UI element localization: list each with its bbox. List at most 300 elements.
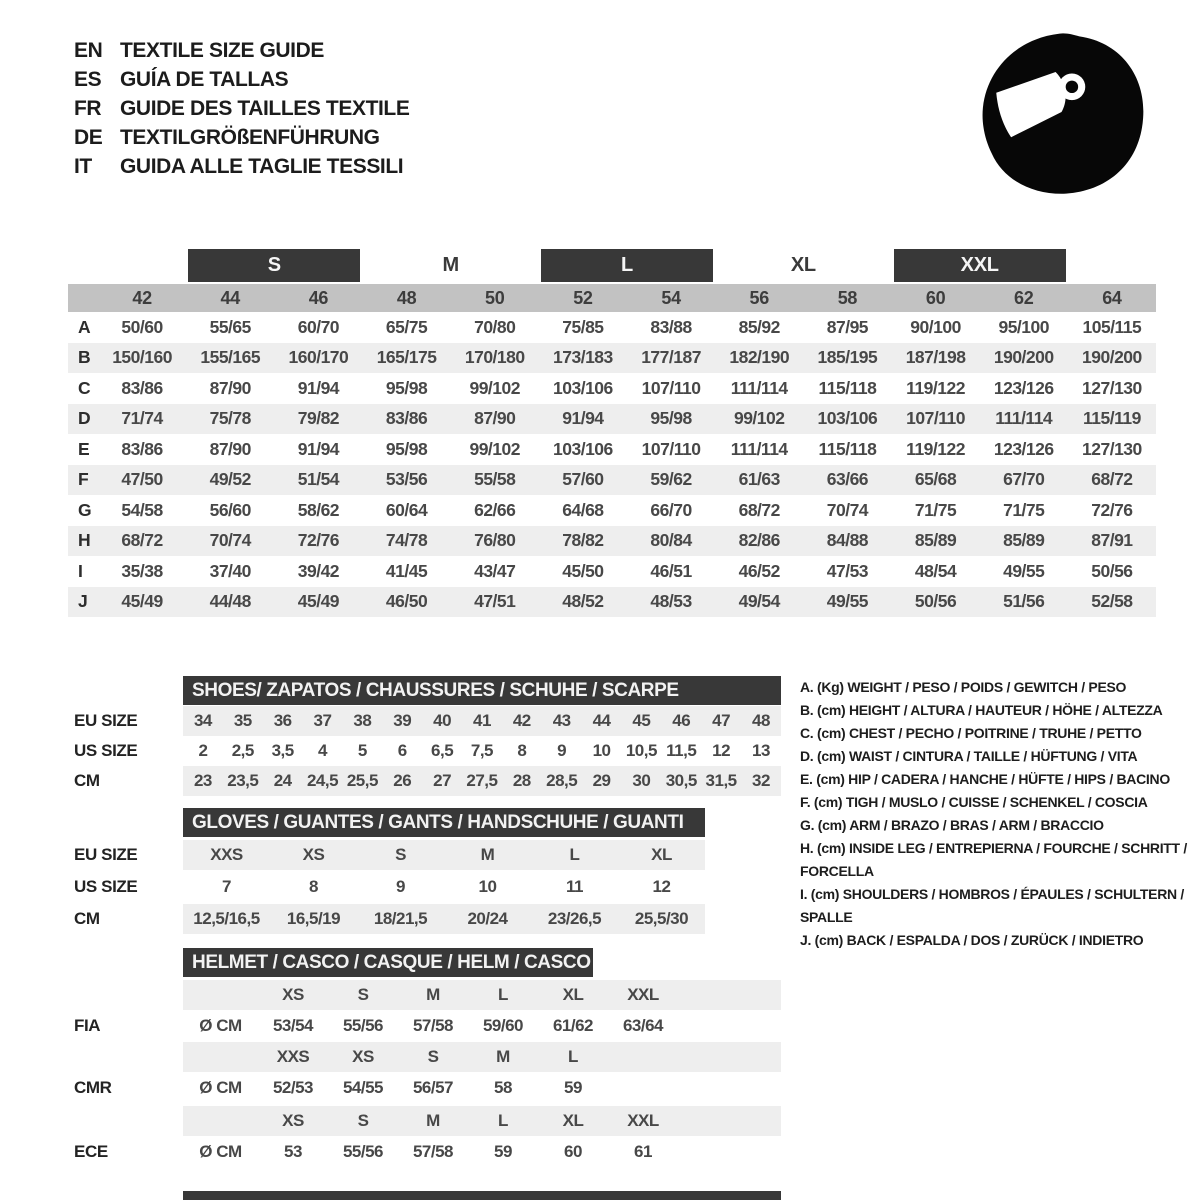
size-value-cell: 190/200 [1082, 347, 1142, 368]
size-group-s: S [188, 249, 360, 282]
value-strip [183, 872, 705, 902]
size-value-cell: 87/91 [1091, 530, 1133, 551]
value-cell: 30,5 [665, 771, 697, 790]
helmet-value-cell: 61/62 [552, 1016, 594, 1035]
size-table-row [68, 556, 1156, 587]
size-value-cell: 41/45 [385, 560, 428, 581]
size-value-cell: 70/74 [209, 530, 251, 551]
size-value-cell: 95/98 [385, 377, 428, 398]
value-cell: 42 [512, 711, 531, 730]
size-value-cell: 87/90 [209, 377, 251, 398]
helmet-icon-svg [972, 26, 1157, 204]
size-value-cell: 58/62 [297, 499, 340, 520]
size-table-body [68, 312, 1156, 617]
size-value-cell: 99/102 [733, 408, 785, 429]
size-value-cell: 99/102 [469, 377, 520, 398]
value-cell: S [395, 845, 406, 864]
size-value-cell: 85/89 [1003, 530, 1045, 551]
size-value-cell: 49/55 [826, 591, 869, 612]
size-value-cell: 115/119 [1082, 408, 1141, 429]
size-value-cell: 51/54 [297, 469, 340, 490]
size-value-cell: 37/40 [209, 560, 251, 581]
size-table-row [68, 465, 1156, 496]
language-code: IT [74, 155, 92, 178]
size-value-cell: 111/114 [995, 408, 1053, 429]
helmet-value-cell: 59/60 [482, 1016, 524, 1035]
size-value-cell: 45/49 [121, 591, 163, 612]
size-value-cell: 87/90 [209, 438, 251, 459]
value-cell: 44 [592, 711, 611, 730]
numeric-size-label: 48 [396, 287, 417, 308]
helmet-size-label: M [426, 985, 440, 1004]
value-cell: 24 [273, 771, 292, 790]
size-value-cell: 95/98 [385, 438, 428, 459]
size-table-row [68, 434, 1156, 465]
textile-size-table [68, 249, 1156, 617]
value-cell: XL [651, 845, 672, 864]
size-value-cell: 82/86 [738, 530, 780, 551]
size-value-cell: 49/52 [209, 469, 251, 490]
helmet-values-row [183, 1137, 781, 1167]
row-letter: D [78, 408, 91, 429]
value-cell: 48 [752, 711, 770, 730]
size-value-cell: 91/94 [562, 408, 604, 429]
language-title: TEXTILGRÖßENFÜHRUNG [120, 126, 380, 149]
row-label-eu-size: EU SIZE [74, 711, 138, 730]
language-row [74, 65, 409, 94]
value-strip [183, 840, 705, 870]
size-value-cell: 80/84 [650, 530, 692, 551]
legend-item-i: I. (cm) SHOULDERS / HOMBROS / ÉPAULES / SCHULTERN / SPALLE [800, 886, 1184, 925]
size-value-cell: 52/58 [1091, 591, 1133, 612]
cutoff-section-bar [183, 1191, 781, 1200]
size-value-cell: 62/66 [474, 499, 516, 520]
size-value-cell: 53/56 [385, 469, 428, 490]
row-letter: C [78, 377, 91, 398]
size-value-cell: 50/56 [914, 591, 957, 612]
size-value-cell: 165/175 [376, 347, 437, 368]
helmet-value-cell: 53/54 [272, 1016, 314, 1035]
helmet-size-label: XS [282, 985, 304, 1004]
value-cell: 43 [552, 711, 571, 730]
size-value-cell: 48/52 [562, 591, 604, 612]
size-value-cell: 57/60 [562, 469, 604, 490]
size-value-cell: 71/75 [914, 499, 957, 520]
language-code: ES [74, 68, 102, 91]
helmet-values-row [183, 1073, 781, 1103]
helmet-value-cell: 54/55 [342, 1078, 384, 1097]
language-code: FR [74, 97, 102, 120]
size-group-xxl: XXL [894, 249, 1066, 282]
value-cell: 46 [672, 711, 691, 730]
helmet-value-cell: 55/56 [342, 1016, 384, 1035]
size-value-cell: 76/80 [474, 530, 516, 551]
size-value-cell: 78/82 [562, 530, 604, 551]
value-cell: 3,5 [271, 741, 294, 760]
size-value-cell: 182/190 [729, 347, 790, 368]
size-value-cell: 107/110 [906, 408, 965, 429]
language-title-list [74, 36, 409, 181]
size-value-cell: 55/58 [474, 469, 516, 490]
size-value-cell: 160/170 [288, 347, 349, 368]
helmet-value-cell: 60 [564, 1142, 582, 1161]
value-cell: XS [302, 845, 325, 864]
value-cell: M [480, 845, 495, 864]
size-value-cell: 64/68 [562, 499, 604, 520]
row-label-cm: CM [74, 909, 100, 928]
size-value-cell: 150/160 [112, 347, 172, 368]
numeric-size-label: 56 [749, 287, 769, 308]
size-table-row [68, 495, 1156, 526]
diameter-cm-label: Ø CM [199, 1142, 242, 1161]
size-value-cell: 83/86 [121, 438, 163, 459]
value-cell: 41 [472, 711, 491, 730]
language-title: TEXTILE SIZE GUIDE [120, 39, 324, 62]
size-value-cell: 54/58 [121, 499, 163, 520]
value-cell: 35 [233, 711, 252, 730]
size-value-cell: 99/102 [469, 438, 520, 459]
size-value-cell: 170/180 [464, 347, 525, 368]
size-value-cell: 71/75 [1003, 499, 1045, 520]
helmet-value-cell: 57/58 [412, 1142, 454, 1161]
numeric-size-label: 58 [837, 287, 858, 308]
size-group-xl: XL [790, 254, 816, 276]
value-cell: 7,5 [470, 741, 494, 760]
value-cell: 23 [193, 771, 212, 790]
helmet-size-label: XS [352, 1047, 374, 1066]
size-value-cell: 173/183 [553, 347, 613, 368]
row-label-us-size: US SIZE [74, 741, 138, 760]
value-cell: 12 [652, 877, 671, 896]
row-label-us-size: US SIZE [74, 877, 138, 896]
size-value-cell: 72/76 [1091, 499, 1133, 520]
value-cell: 8 [517, 741, 527, 760]
size-value-cell: 60/64 [385, 499, 428, 520]
row-label-cm: CM [74, 771, 100, 790]
size-value-cell: 67/70 [1003, 469, 1045, 490]
value-cell: 5 [357, 741, 367, 760]
value-cell: 10 [478, 877, 497, 896]
size-table-row [68, 404, 1156, 435]
size-value-cell: 70/74 [826, 499, 869, 520]
size-value-cell: 45/49 [297, 591, 340, 612]
size-table-row [68, 587, 1156, 618]
racing-helmet-icon [972, 26, 1157, 204]
row-letter: B [78, 347, 91, 368]
value-cell: 31,5 [705, 771, 737, 790]
size-value-cell: 65/68 [914, 469, 957, 490]
size-value-cell: 55/65 [209, 316, 251, 337]
size-value-cell: 68/72 [1091, 469, 1133, 490]
language-code: EN [74, 39, 103, 62]
helmet-size-label: L [568, 1047, 578, 1066]
size-value-cell: 107/110 [641, 377, 701, 398]
legend-item-b: B. (cm) HEIGHT / ALTURA / HAUTEUR / HÖHE / ALTEZZA [800, 702, 1163, 718]
value-cell: 12 [712, 741, 731, 760]
size-value-cell: 48/54 [914, 560, 957, 581]
size-value-cell: 50/56 [1091, 560, 1133, 581]
helmet-size-label: S [427, 1047, 439, 1066]
size-value-cell: 83/86 [121, 377, 163, 398]
size-value-cell: 185/195 [817, 347, 878, 368]
size-table-row [68, 343, 1156, 374]
numeric-size-label: 52 [573, 287, 593, 308]
value-cell: 23/26,5 [547, 909, 602, 928]
row-label-ece: ECE [74, 1142, 108, 1161]
shoes-section-header: SHOES/ ZAPATOS / CHAUSSURES / SCHUHE / SCARPE [183, 676, 781, 705]
language-title: GUÍA DE TALLAS [120, 68, 289, 91]
size-value-cell: 47/50 [121, 469, 163, 490]
value-cell: 4 [318, 741, 327, 760]
value-cell: 6,5 [431, 741, 454, 760]
size-value-cell: 83/88 [650, 316, 692, 337]
size-value-cell: 85/92 [738, 316, 780, 337]
helmet-value-cell: 57/58 [412, 1016, 454, 1035]
diameter-cm-label: Ø CM [199, 1078, 242, 1097]
legend-item-g: G. (cm) ARM / BRAZO / BRAS / ARM / BRACCIO [800, 817, 1104, 833]
size-value-cell: 190/200 [993, 347, 1054, 368]
value-cell: 38 [353, 711, 372, 730]
helmet-sizes-row [183, 1042, 781, 1072]
helmet-size-label: XS [282, 1111, 304, 1130]
size-value-cell: 95/100 [998, 316, 1049, 337]
value-cell: 28 [512, 771, 531, 790]
helmet-value-cell: 59 [564, 1078, 582, 1097]
size-value-cell: 103/106 [553, 377, 613, 398]
value-cell: 11 [566, 877, 583, 896]
row-letter: F [78, 469, 89, 490]
size-group-m: M [442, 254, 459, 276]
language-row [74, 36, 409, 65]
numeric-size-label: 62 [1014, 287, 1034, 308]
value-cell: 23,5 [227, 771, 259, 790]
helmet-sizes-row [183, 980, 781, 1010]
size-value-cell: 127/130 [1082, 377, 1142, 398]
value-strip [183, 736, 781, 766]
value-cell: 25,5 [346, 771, 378, 790]
helmet-value-cell: 52/53 [272, 1078, 314, 1097]
size-value-cell: 65/75 [385, 316, 428, 337]
size-value-cell: 85/89 [914, 530, 957, 551]
size-value-cell: 49/54 [738, 591, 780, 612]
language-title: GUIDA ALLE TAGLIE TESSILI [120, 155, 404, 178]
size-value-cell: 43/47 [474, 560, 516, 581]
size-value-cell: 90/100 [910, 316, 961, 337]
numeric-size-label: 54 [661, 287, 681, 308]
helmet-value-cell: 59 [494, 1142, 512, 1161]
numeric-size-label: 50 [485, 287, 505, 308]
helmet-size-label: XXL [627, 1111, 659, 1130]
size-value-cell: 127/130 [1082, 438, 1142, 459]
helmet-value-cell: 61 [634, 1142, 652, 1161]
size-value-cell: 107/110 [641, 438, 701, 459]
size-value-cell: 84/88 [826, 530, 869, 551]
size-value-cell: 155/165 [200, 347, 261, 368]
helmet-size-label: S [357, 1111, 369, 1130]
size-value-cell: 119/122 [906, 377, 965, 398]
helmet-size-label: L [498, 985, 508, 1004]
value-cell: 32 [752, 771, 770, 790]
size-value-cell: 103/106 [553, 438, 613, 459]
value-cell: 26 [393, 771, 412, 790]
legend-item-d: D. (cm) WAIST / CINTURA / TAILLE / HÜFTUNG / VITA [800, 748, 1138, 764]
size-group-header-row [68, 249, 1156, 284]
size-value-cell: 46/52 [738, 560, 780, 581]
value-cell: 12,5/16,5 [193, 909, 260, 928]
value-strip [183, 706, 781, 736]
legend-item-c: C. (cm) CHEST / PECHO / POITRINE / TRUHE / PETTO [800, 725, 1142, 741]
size-value-cell: 48/53 [650, 591, 692, 612]
measurement-legend [800, 676, 1198, 952]
value-cell: 47 [712, 711, 731, 730]
value-strip [183, 766, 781, 796]
value-cell: 36 [273, 711, 292, 730]
row-letter: H [78, 530, 91, 551]
size-value-cell: 72/76 [297, 530, 340, 551]
value-strip [183, 904, 705, 934]
size-value-cell: 83/86 [385, 408, 428, 429]
size-value-cell: 187/198 [905, 347, 966, 368]
helmet-size-label: XXL [627, 985, 659, 1004]
legend-item-j: J. (cm) BACK / ESPALDA / DOS / ZURÜCK / INDIETRO [800, 932, 1144, 948]
size-table-row [68, 526, 1156, 557]
value-cell: 10 [592, 741, 611, 760]
helmet-size-label: XXS [276, 1047, 310, 1066]
value-cell: 10,5 [625, 741, 657, 760]
size-value-cell: 95/98 [650, 408, 692, 429]
size-value-cell: 91/94 [297, 438, 340, 459]
size-value-cell: 123/126 [993, 377, 1054, 398]
value-cell: 16,5/19 [286, 909, 341, 928]
size-value-cell: 66/70 [650, 499, 692, 520]
language-row [74, 123, 409, 152]
size-value-cell: 105/115 [1082, 316, 1142, 337]
value-cell: 18/21,5 [373, 909, 428, 928]
value-cell: 6 [397, 741, 407, 760]
helmet-value-cell: 56/57 [412, 1078, 454, 1097]
size-value-cell: 46/50 [385, 591, 428, 612]
value-cell: 40 [433, 711, 452, 730]
helmet-values-row [183, 1011, 781, 1041]
numeric-size-label: 44 [220, 287, 240, 308]
helmet-sizes-row [183, 1106, 781, 1136]
size-value-cell: 91/94 [297, 377, 340, 398]
value-cell: 37 [313, 711, 332, 730]
value-cell: 39 [393, 711, 412, 730]
helmet-section-header: HELMET / CASCO / CASQUE / HELM / CASCO [183, 948, 593, 977]
helmet-value-cell: 58 [494, 1078, 512, 1097]
size-value-cell: 75/85 [562, 316, 604, 337]
row-label-cmr: CMR [74, 1078, 112, 1097]
numeric-size-label: 46 [308, 287, 329, 308]
row-letter: E [78, 438, 90, 459]
helmet-value-cell: 63/64 [622, 1016, 664, 1035]
row-letter: J [78, 591, 88, 612]
size-value-cell: 87/90 [474, 408, 516, 429]
value-cell: 45 [632, 711, 651, 730]
size-value-cell: 119/122 [906, 438, 965, 459]
size-table-row [68, 373, 1156, 404]
size-value-cell: 71/74 [121, 408, 163, 429]
legend-item-a: A. (Kg) WEIGHT / PESO / POIDS / GEWITCH / PESO [800, 679, 1127, 695]
value-cell: 9 [557, 741, 567, 760]
size-value-cell: 60/70 [297, 316, 340, 337]
size-table-row [68, 312, 1156, 343]
diameter-cm-label: Ø CM [199, 1016, 242, 1035]
size-value-cell: 111/114 [730, 438, 788, 459]
value-cell: 7 [222, 877, 231, 896]
helmet-size-label: M [496, 1047, 510, 1066]
row-letter: I [78, 560, 83, 581]
numeric-size-label: 42 [132, 287, 152, 308]
size-value-cell: 87/95 [826, 316, 869, 337]
language-code: DE [74, 126, 103, 149]
row-letter: A [78, 316, 91, 337]
helmet-value-cell: 55/56 [342, 1142, 384, 1161]
size-value-cell: 47/53 [826, 560, 869, 581]
size-value-cell: 103/106 [817, 408, 878, 429]
size-value-cell: 51/56 [1003, 591, 1045, 612]
size-value-cell: 47/51 [474, 591, 516, 612]
size-value-cell: 39/42 [297, 560, 340, 581]
numeric-size-label: 60 [925, 287, 946, 308]
value-cell: 27,5 [466, 771, 498, 790]
size-value-cell: 115/118 [818, 438, 877, 459]
size-value-cell: 49/55 [1003, 560, 1045, 581]
value-cell: 34 [193, 711, 212, 730]
size-value-cell: 74/78 [385, 530, 428, 551]
size-value-cell: 123/126 [993, 438, 1054, 459]
value-cell: 28,5 [546, 771, 578, 790]
numeric-size-label: 64 [1102, 287, 1122, 308]
value-cell: 25,5/30 [634, 909, 689, 928]
value-cell: 20/24 [467, 909, 508, 928]
language-title: GUIDE DES TAILLES TEXTILE [120, 97, 410, 120]
size-value-cell: 63/66 [826, 469, 869, 490]
helmet-size-label: M [426, 1111, 440, 1130]
value-cell: 29 [592, 771, 611, 790]
numeric-size-row [68, 284, 1156, 312]
size-value-cell: 75/78 [209, 408, 251, 429]
value-cell: L [569, 845, 580, 864]
language-row [74, 94, 409, 123]
value-cell: 9 [396, 877, 405, 896]
size-value-cell: 44/48 [209, 591, 251, 612]
size-value-cell: 56/60 [209, 499, 251, 520]
row-label-eu-size: EU SIZE [74, 845, 138, 864]
size-value-cell: 35/38 [121, 560, 163, 581]
size-value-cell: 177/187 [641, 347, 701, 368]
legend-item-f: F. (cm) TIGH / MUSLO / CUISSE / SCHENKEL / COSCIA [800, 794, 1148, 810]
legend-item-e: E. (cm) HIP / CADERA / HANCHE / HÜFTE / HIPS / BACINO [800, 771, 1170, 787]
size-value-cell: 79/82 [297, 408, 340, 429]
size-value-cell: 61/63 [738, 469, 780, 490]
size-value-cell: 45/50 [562, 560, 604, 581]
gloves-section-header: GLOVES / GUANTES / GANTS / HANDSCHUHE / GUANTI [183, 808, 705, 837]
row-letter: G [78, 499, 92, 520]
size-value-cell: 59/62 [650, 469, 692, 490]
size-value-cell: 68/72 [121, 530, 163, 551]
size-value-cell: 46/51 [650, 560, 692, 581]
value-cell: 30 [632, 771, 651, 790]
helmet-size-label: L [498, 1111, 508, 1130]
language-row [74, 152, 409, 181]
size-value-cell: 50/60 [121, 316, 163, 337]
value-cell: 8 [309, 877, 318, 896]
value-cell: 2,5 [231, 741, 254, 760]
helmet-size-label: S [357, 985, 369, 1004]
value-cell: 13 [752, 741, 770, 760]
